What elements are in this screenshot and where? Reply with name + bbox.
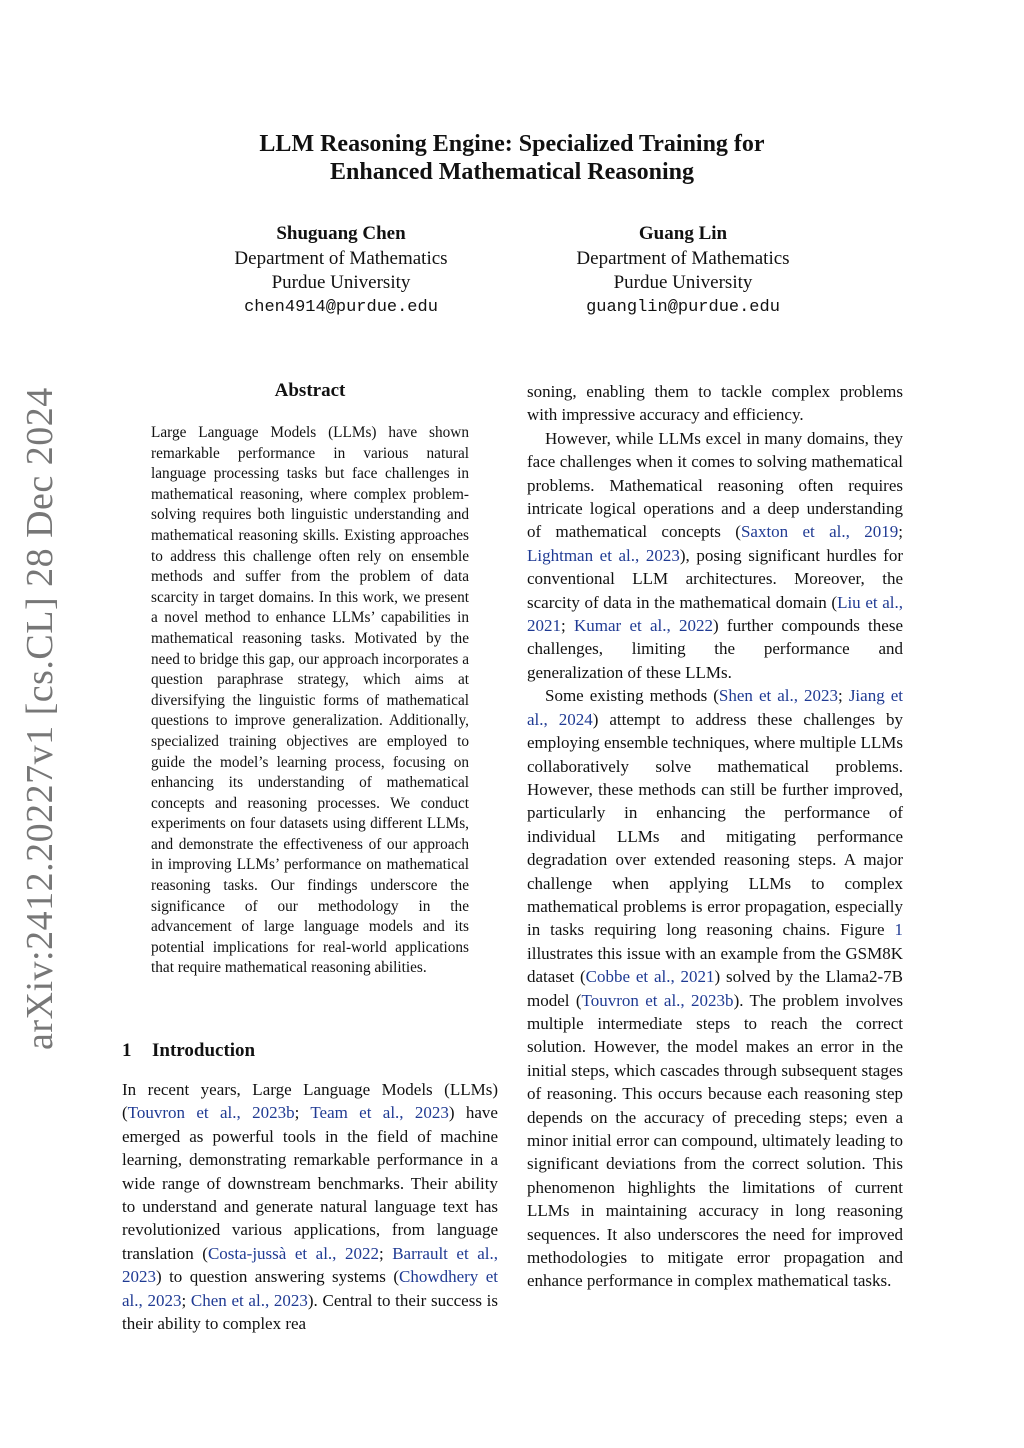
text-run: ) solved by the Llama2-7B model ( bbox=[527, 967, 904, 1010]
intro-paragraph-2 bbox=[527, 427, 903, 684]
abstract-heading: Abstract bbox=[274, 380, 346, 401]
text-run: However, while LLMs excel in many domains, they face challenges when it comes to solving mathematical problems. Mathematical reasoning often requires intricate logical operations and a deep understanding of mathematical concepts ( bbox=[527, 428, 903, 542]
figure-reference-link[interactable]: 1 bbox=[894, 920, 903, 940]
citation-link[interactable]: Touvron et al., 2023b bbox=[581, 990, 734, 1010]
citation-link[interactable]: Team et al., 2023 bbox=[310, 1103, 449, 1123]
text-run: ) further compounds these challenges, limiting the performance and generalization of these LLMs. bbox=[527, 616, 903, 682]
text-run: ; bbox=[898, 522, 903, 542]
author-email[interactable]: chen4914@purdue.edu bbox=[244, 297, 438, 317]
author-block-1 bbox=[200, 222, 482, 320]
text-run: Some existing methods ( bbox=[545, 686, 719, 706]
intro-paragraph-3 bbox=[527, 684, 903, 1293]
arxiv-identifier: arXiv:2412.20227v1 [cs.CL] 28 Dec 2024 bbox=[19, 387, 61, 1050]
section-number: 1 bbox=[122, 1040, 132, 1061]
citation-link[interactable]: Saxton et al., 2019 bbox=[740, 522, 899, 542]
citation-link[interactable]: Cobbe et al., 2021 bbox=[585, 967, 715, 987]
right-column-body bbox=[527, 380, 903, 1293]
author-department: Department of Mathematics bbox=[234, 247, 448, 269]
author-email[interactable]: guanglin@purdue.edu bbox=[586, 297, 780, 317]
author-block-2 bbox=[542, 222, 824, 320]
abstract-text: Large Language Models (LLMs) have shown remarkable performance in various natural language processing tasks but face challenges in mathematical reasoning, where complex problem-solving requires both linguistic understanding and mathematical reasoning skills. Existing approaches to address this challenge often rely on ensemble methods and suffer from the problem of data scarcity in target domains. In this work, we present a novel method to enhance LLMs’ capabilities in mathematical reasoning tasks. Motivated by the need to bridge this gap, our approach incorporates a question paraphrase strategy, which aims at diversifying the linguistic forms of mathematical questions to improve generalization. Additionally, specialized training objectives are employed to guide the model’s learning process, focusing on enhancing its understanding of mathematical concepts and reasoning processes. We conduct experiments on four datasets using different LLMs, and demonstrate the effectiveness of our approach in improving LLMs’ performance on mathematical reasoning tasks. Our findings underscore the significance of our methodology in the advancement of large language models and its potential implications for real-world applications that require mathematical reasoning abilities. bbox=[151, 424, 469, 977]
intro-paragraph-1 bbox=[122, 1078, 498, 1335]
citation-link[interactable]: Lightman et al., 2023 bbox=[527, 545, 680, 565]
citation-link[interactable]: Barrault et al., 2023 bbox=[122, 1243, 498, 1287]
citation-link[interactable]: Touvron et al., 2023b bbox=[127, 1103, 295, 1123]
text-run: ; bbox=[561, 616, 574, 636]
citation-link[interactable]: Kumar et al., 2022 bbox=[573, 616, 713, 636]
text-run: ). The problem involves multiple intermediate steps to reach the correct solution. However, the model makes an error in the initial steps, which cascades through subsequent stages of reasoning. This occurs because each reasoning step depends on the accuracy of preceding steps; even a minor initial error can compound, ultimately leading to significant deviations from the correct solution. This phenomenon highlights the limitations of current LLMs in maintaining accuracy in long reasoning sequences. It also underscores the need for improved methodologies to mitigate error propagation and enhance performance in complex mathematical tasks. bbox=[527, 990, 903, 1291]
citation-link[interactable]: Liu et al., 2021 bbox=[527, 592, 903, 636]
citation-link[interactable]: Shen et al., 2023 bbox=[718, 686, 839, 706]
text-run: ; bbox=[378, 1243, 393, 1263]
author-department: Department of Mathematics bbox=[576, 247, 790, 269]
text-run: ; bbox=[181, 1290, 191, 1310]
left-column-body bbox=[122, 1078, 498, 1335]
text-run: illustrates this issue with an example from the GSM8K dataset ( bbox=[527, 943, 903, 987]
author-university: Purdue University bbox=[271, 272, 411, 293]
author-name: Shuguang Chen bbox=[276, 223, 406, 244]
text-run: ). Central to their success is their ability to complex rea bbox=[122, 1290, 498, 1334]
section-heading-introduction bbox=[122, 1040, 255, 1062]
text-run: ; bbox=[838, 686, 849, 706]
author-name: Guang Lin bbox=[638, 223, 728, 244]
intro-paragraph-continued: soning, enabling them to tackle complex problems with impressive accuracy and efficiency. bbox=[527, 382, 903, 425]
author-university: Purdue University bbox=[613, 272, 753, 293]
citation-link[interactable]: Jiang et al., 2024 bbox=[527, 686, 903, 729]
text-run: ), posing significant hurdles for conventional LLM architectures. Moreover, the scarcity of data in the mathematical domain ( bbox=[527, 545, 903, 612]
text-run: ) attempt to address these challenges by employing ensemble techniques, where multiple LLMs collaboratively solve mathematical problems. However, these methods can still be further improved, particularly in enhancing the performance of individual LLMs and mitigating performance degradation over extended reasoning steps. A major challenge when applying LLMs to complex mathematical problems is error propagation, especially in tasks requiring long reasoning chains. Figure bbox=[527, 709, 903, 940]
title-line-2: Enhanced Mathematical Reasoning bbox=[329, 159, 694, 185]
citation-link[interactable]: Chen et al., 2023 bbox=[190, 1290, 308, 1310]
citation-link[interactable]: Costa-jussà et al., 2022 bbox=[207, 1243, 379, 1263]
text-run: In recent years, Large Language Models (LLMs) ( bbox=[122, 1080, 498, 1123]
title-line-1: LLM Reasoning Engine: Specialized Training for bbox=[259, 131, 765, 157]
citation-link[interactable]: Chowdhery et al., 2023 bbox=[122, 1267, 498, 1310]
text-run: ) to question answering systems ( bbox=[156, 1267, 399, 1287]
paper-title bbox=[180, 130, 844, 186]
section-title: Introduction bbox=[152, 1040, 256, 1061]
text-run: ) have emerged as powerful tools in the field of machine learning, demonstrating remarkable performance in a wide range of downstream benchmarks. Their ability to understand and generate natural language text has revolutionized various applications, from language translation ( bbox=[122, 1103, 498, 1263]
text-run: ; bbox=[294, 1103, 311, 1123]
